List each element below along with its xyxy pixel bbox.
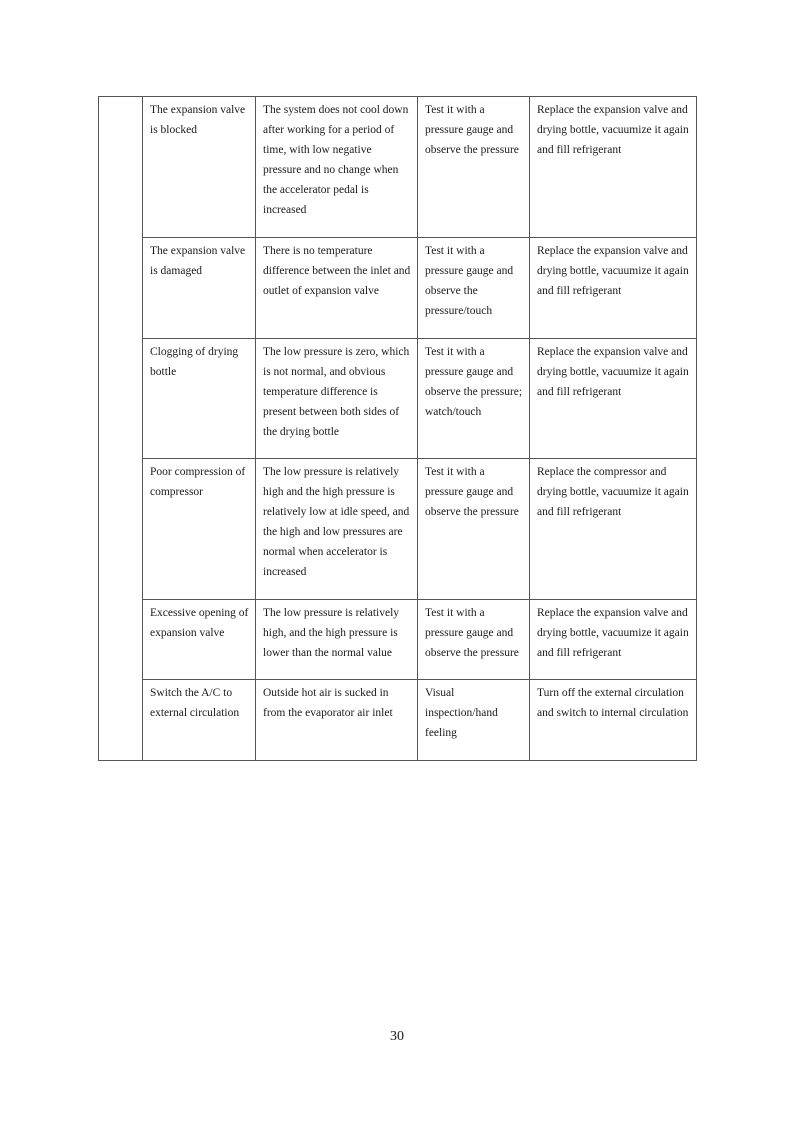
- symptom-cell: The system does not cool down after working for a period of time, with low negative pressure and no change when the accelerator pedal is increased: [256, 97, 418, 238]
- symptom-cell: The low pressure is relatively high, and the high pressure is lower than the normal value: [256, 600, 418, 680]
- table-row: [99, 600, 697, 680]
- diagnosis-table: [98, 96, 697, 761]
- fault-cell: Switch the A/C to external circulation: [143, 680, 256, 761]
- table-row: [99, 339, 697, 459]
- method-cell: Test it with a pressure gauge and observe the pressure; watch/touch: [418, 339, 530, 459]
- table-row: [99, 680, 697, 761]
- symptom-cell: Outside hot air is sucked in from the evaporator air inlet: [256, 680, 418, 761]
- remedy-cell: Turn off the external circulation and switch to internal circulation: [530, 680, 697, 761]
- fault-cell: Poor compression of compressor: [143, 459, 256, 600]
- symptom-cell: The low pressure is zero, which is not normal, and obvious temperature difference is present between both sides of the drying bottle: [256, 339, 418, 459]
- page-number: 30: [390, 1029, 404, 1044]
- symptom-cell: There is no temperature difference between the inlet and outlet of expansion valve: [256, 238, 418, 339]
- remedy-cell: Replace the expansion valve and drying bottle, vacuumize it again and fill refrigerant: [530, 97, 697, 238]
- remedy-cell: Replace the expansion valve and drying bottle, vacuumize it again and fill refrigerant: [530, 339, 697, 459]
- symptom-cell: The low pressure is relatively high and the high pressure is relatively low at idle speed, and the high and low pressures are normal when accelerator is increased: [256, 459, 418, 600]
- table-row: [99, 459, 697, 600]
- method-cell: Test it with a pressure gauge and observe the pressure: [418, 459, 530, 600]
- method-cell: Test it with a pressure gauge and observe the pressure: [418, 600, 530, 680]
- fault-cell: The expansion valve is blocked: [143, 97, 256, 238]
- fault-cell: The expansion valve is damaged: [143, 238, 256, 339]
- remedy-cell: Replace the expansion valve and drying bottle, vacuumize it again and fill refrigerant: [530, 238, 697, 339]
- table-row: [99, 97, 697, 238]
- category-cell: [99, 97, 143, 761]
- table-row: [99, 238, 697, 339]
- remedy-cell: Replace the compressor and drying bottle, vacuumize it again and fill refrigerant: [530, 459, 697, 600]
- method-cell: Visual inspection/hand feeling: [418, 680, 530, 761]
- remedy-cell: Replace the expansion valve and drying bottle, vacuumize it again and fill refrigerant: [530, 600, 697, 680]
- fault-cell: Clogging of drying bottle: [143, 339, 256, 459]
- method-cell: Test it with a pressure gauge and observe the pressure/touch: [418, 238, 530, 339]
- fault-cell: Excessive opening of expansion valve: [143, 600, 256, 680]
- method-cell: Test it with a pressure gauge and observe the pressure: [418, 97, 530, 238]
